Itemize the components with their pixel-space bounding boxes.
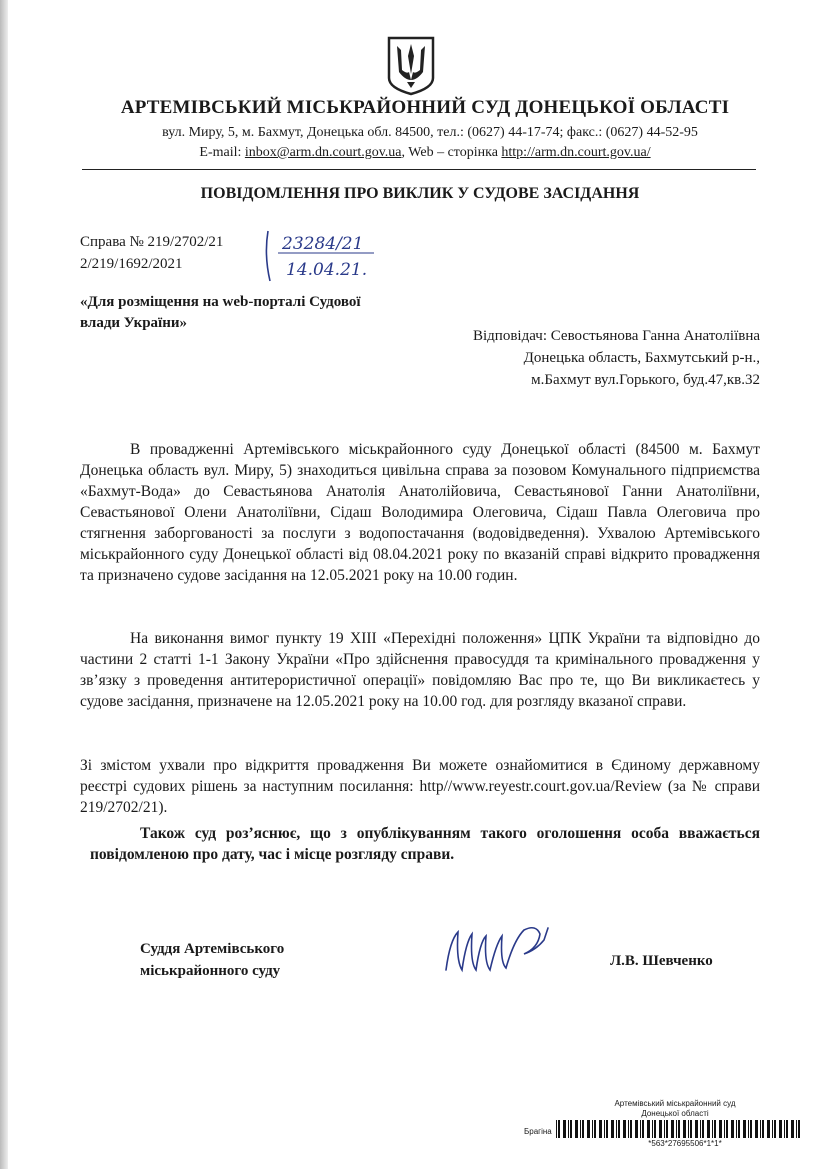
- document-title: ПОВІДОМЛЕННЯ ПРО ВИКЛИК У СУДОВЕ ЗАСІДАННЯ: [200, 185, 640, 202]
- paragraph-case-info: В провадженні Артемівського міськрайонного суду Донецької області (84500 м. Бахмут Донецька область вул. Миру, 5) знаходиться цивільна справа за позовом Комунального підприємства «Бахмут-Вода» до Севастьянова Анатолія Анатолійовича, Севастьянової Ганни Анатоліївни, Севастьянової Олени Анатоліївни, Сідаш Володимира Олеговича, Сідаш Павла Олеговича про стягнення заборгованості за послуги з водопостачання (водовідведення). Ухвалою Артемівського міськрайонного суду Донецької області від 08.04.2021 року по вказаній справі відкрито провадження та призначено судове засідання на 12.05.2021 року на 10.00 годин.: [80, 441, 760, 584]
- case-number: Справа № 219/2702/21: [80, 234, 224, 250]
- footer-stamp: [540, 1099, 810, 1119]
- addressee-name: Відповідач: Севостьянова Ганна Анатоліївна: [473, 328, 760, 344]
- web-label: , Web – сторінка: [401, 145, 502, 160]
- judge-name: Л.В. Шевченко: [610, 953, 713, 969]
- addressee-region: Донецька область, Бахмутський р-н.,: [523, 350, 760, 366]
- judge-title: [140, 938, 360, 982]
- handwritten-date: 14.04.21.: [286, 260, 368, 280]
- addressee-block: [420, 325, 760, 391]
- handwritten-registration-mark: [262, 225, 382, 285]
- email-label: E-mail:: [199, 145, 245, 160]
- court-name: АРТЕМІВСЬКИЙ МІСЬКРАЙОННИЙ СУД ДОНЕЦЬКОЇ ОБЛАСТІ: [120, 97, 730, 118]
- proceeding-number: 2/219/1692/2021: [80, 256, 183, 272]
- web-link[interactable]: http://arm.dn.court.gov.ua/: [501, 145, 651, 160]
- barcode-label: Брагіна: [524, 1127, 552, 1136]
- footer-stamp-line2: Донецької області: [641, 1109, 709, 1118]
- header-divider: [82, 169, 756, 170]
- court-contacts: [85, 145, 765, 161]
- handwritten-signature: [440, 920, 590, 980]
- trident-emblem-icon: [385, 36, 437, 96]
- scan-edge: [0, 0, 8, 1169]
- email-link[interactable]: inbox@arm.dn.court.gov.ua: [244, 145, 402, 160]
- barcode-icon: [556, 1120, 800, 1138]
- court-address: вул. Миру, 5, м. Бахмут, Донецька обл. 84500, тел.: (0627) 44-17-74; факс.: (0627) 44-52-95: [162, 125, 698, 140]
- paragraph-summons: На виконання вимог пункту 19 XIII «Перехідні положення» ЦПК України та відповідно до частини 2 статті 1-1 Закону України «Про здійснення правосуддя та кримінального провадження у зв’язку з проведення антитерористичної операції» повідомляю Вас про те, що Ви викликаєтесь у судове засідання, призначене на 12.05.2021 року на 10.00 год. для розгляду вказаної справи.: [80, 630, 760, 710]
- handwritten-reg-number: 23284/21: [282, 234, 364, 254]
- judge-title-line1: Суддя Артемівського: [140, 941, 285, 957]
- paragraph-notice: Також суд роз’яснює, що з опублікуванням такого оголошення особа вважається повідомленою про дату, час і місце розгляду справи.: [90, 825, 760, 863]
- footer-stamp-line1: Артемівський міськрайонний суд: [614, 1099, 736, 1108]
- judge-title-line2: міськрайонного суду: [140, 963, 281, 979]
- paragraph-registry: Зі змістом ухвали про відкриття провадження Ви можете ознайомитися в Єдиному державному реєстрі судових рішень за наступним посилання: http//www.reyestr.court.gov.ua/Review (за № справи 219/2702/21).: [80, 757, 760, 816]
- barcode-number: *563*27695506*1*1*: [648, 1139, 722, 1148]
- addressee-street: м.Бахмут вул.Горького, буд.47,кв.32: [531, 372, 760, 388]
- portal-note: «Для розміщення на web-порталі Судової влади України»: [80, 294, 361, 331]
